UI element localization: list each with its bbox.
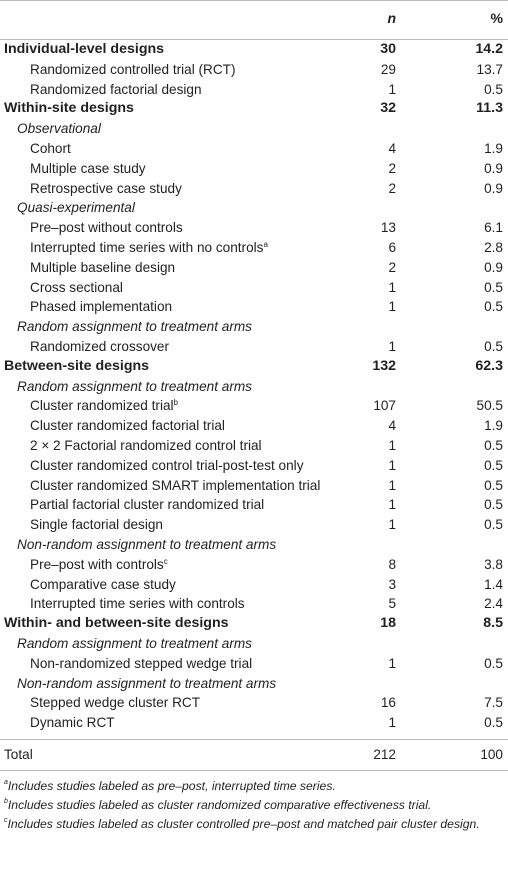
table-row	[0, 416, 508, 436]
row-label-text: Pre–post without controls	[30, 220, 183, 236]
group-subtitle: Observational	[17, 121, 101, 137]
footnote-text: Includes studies labeled as pre–post, interrupted time series.	[7, 778, 336, 793]
table-row	[0, 60, 508, 80]
row-percent: 1.4	[484, 576, 503, 592]
row-percent: 0.5	[484, 655, 503, 671]
row-label	[30, 416, 225, 436]
row-label-text: Single factorial design	[30, 517, 163, 533]
section-row	[0, 99, 508, 119]
table-row	[0, 456, 508, 476]
row-label-text: Cross sectional	[30, 279, 123, 295]
row-label-text: Randomized controlled trial (RCT)	[30, 61, 236, 77]
row-label	[30, 476, 320, 496]
row-label-text: Cluster randomized control trial-post-test only	[30, 457, 304, 473]
table-row	[0, 258, 508, 278]
section-n: 30	[380, 41, 396, 57]
row-label	[30, 436, 262, 456]
row-n: 6	[388, 239, 396, 255]
row-label	[30, 179, 182, 199]
row-percent: 6.1	[484, 220, 503, 236]
row-label-text: Partial factorial cluster randomized trial	[30, 497, 265, 513]
row-percent: 0.5	[484, 81, 503, 97]
row-label-text: Phased implementation	[30, 299, 173, 315]
section-percent: 14.2	[475, 41, 503, 57]
row-n: 29	[380, 61, 396, 77]
group-subtitle-row	[0, 198, 508, 218]
table-row	[0, 80, 508, 100]
section-percent: 8.5	[483, 615, 503, 632]
group-subtitle: Random assignment to treatment arms	[17, 319, 252, 335]
row-percent: 0.5	[484, 517, 503, 533]
section-percent: 62.3	[475, 357, 503, 374]
section-title: Individual-level designs	[4, 41, 165, 57]
row-label-text: Dynamic RCT	[30, 715, 115, 731]
row-n: 1	[388, 279, 396, 295]
row-label-text: 2 × 2 Factorial randomized control trial	[30, 437, 262, 453]
group-subtitle-row	[0, 535, 508, 555]
row-label-text: Interrupted time series with controls	[30, 596, 245, 612]
total-row	[0, 740, 508, 770]
header-n: n	[387, 10, 396, 26]
row-label-text: Cluster randomized factorial trial	[30, 418, 225, 434]
row-percent: 1.9	[484, 140, 503, 156]
row-percent: 0.9	[484, 180, 503, 196]
footnote	[0, 815, 508, 834]
row-label-text: Pre–post with controls	[30, 556, 164, 572]
row-n: 1	[388, 437, 396, 453]
section-percent: 11.3	[476, 100, 503, 117]
table-row	[0, 396, 508, 416]
row-n: 5	[388, 596, 396, 612]
row-label-text: Randomized factorial design	[30, 81, 202, 97]
row-n: 3	[388, 576, 396, 592]
row-label	[30, 238, 268, 258]
table-row	[0, 575, 508, 595]
row-n: 1	[388, 655, 396, 671]
group-subtitle-row	[0, 317, 508, 337]
row-label-text: Randomized crossover	[30, 338, 170, 354]
section-n: 132	[372, 357, 396, 374]
row-label	[30, 297, 172, 317]
row-label-text: Stepped wedge cluster RCT	[30, 695, 201, 711]
section-row	[0, 614, 508, 634]
row-percent: 0.5	[484, 477, 503, 493]
row-label	[30, 693, 200, 713]
row-label	[30, 396, 178, 416]
row-label	[30, 60, 236, 80]
row-percent: 0.5	[484, 497, 503, 513]
row-label	[30, 575, 176, 595]
row-percent: 0.5	[484, 437, 503, 453]
row-n: 1	[388, 81, 396, 97]
row-n: 2	[388, 160, 396, 176]
table-row	[0, 218, 508, 238]
row-n: 4	[388, 140, 396, 156]
row-n: 107	[373, 398, 396, 414]
total-n: 212	[373, 746, 396, 762]
table-header-row	[0, 1, 508, 39]
row-n: 1	[388, 457, 396, 473]
footnote	[0, 796, 508, 815]
row-label	[30, 654, 252, 674]
row-n: 4	[388, 418, 396, 434]
group-subtitle-row	[0, 377, 508, 397]
table-row	[0, 159, 508, 179]
section-n: 32	[380, 100, 396, 117]
total-percent: 100	[480, 746, 503, 762]
row-label	[30, 456, 304, 476]
row-percent: 0.5	[484, 457, 503, 473]
group-subtitle: Random assignment to treatment arms	[17, 635, 252, 651]
table-row	[0, 594, 508, 614]
row-label	[30, 515, 163, 535]
header-percent: %	[490, 10, 503, 26]
row-n: 8	[388, 556, 396, 572]
table-row	[0, 693, 508, 713]
row-percent: 13.7	[476, 61, 503, 77]
footnote-marker: b	[173, 398, 178, 408]
row-n: 2	[388, 180, 396, 196]
footnotes	[0, 771, 508, 834]
row-n: 1	[388, 477, 396, 493]
row-percent: 1.9	[484, 418, 503, 434]
row-label	[30, 258, 175, 278]
row-percent: 0.9	[484, 259, 503, 275]
table-row	[0, 555, 508, 575]
row-label-text: Multiple case study	[30, 160, 146, 176]
row-label	[30, 139, 71, 159]
row-label-text: Interrupted time series with no controls	[30, 239, 264, 255]
table-row	[0, 713, 508, 733]
table-row	[0, 436, 508, 456]
row-percent: 2.4	[484, 596, 503, 612]
group-subtitle: Random assignment to treatment arms	[17, 378, 252, 394]
row-label-text: Non-randomized stepped wedge trial	[30, 655, 253, 671]
row-n: 1	[388, 497, 396, 513]
row-label-text: Cluster randomized SMART implementation trial	[30, 477, 321, 493]
row-n: 1	[388, 715, 396, 731]
group-subtitle-row	[0, 634, 508, 654]
group-subtitle: Quasi-experimental	[17, 200, 135, 216]
footnote	[0, 777, 508, 796]
row-label	[30, 594, 245, 614]
table-row	[0, 515, 508, 535]
table-row	[0, 139, 508, 159]
group-subtitle-row	[0, 119, 508, 139]
row-label	[30, 495, 264, 515]
row-n: 1	[388, 517, 396, 533]
footnote-marker: c	[4, 816, 8, 824]
row-percent: 0.5	[484, 715, 503, 731]
row-label-text: Cohort	[30, 140, 71, 156]
row-label	[30, 555, 168, 575]
footnote-marker: a	[4, 778, 8, 786]
table-row	[0, 297, 508, 317]
row-label	[30, 159, 146, 179]
section-title: Within-site designs	[4, 100, 134, 117]
group-subtitle-row	[0, 674, 508, 694]
table-row	[0, 495, 508, 515]
table-row	[0, 654, 508, 674]
footnote-text: Includes studies labeled as cluster randomized comparative effectiveness trial.	[7, 797, 432, 812]
row-percent: 2.8	[484, 239, 503, 255]
section-title: Between-site designs	[4, 357, 150, 374]
group-subtitle: Non-random assignment to treatment arms	[17, 675, 277, 691]
footnote-marker: a	[263, 239, 268, 249]
row-label	[30, 713, 115, 733]
row-label-text: Cluster randomized trial	[30, 398, 174, 414]
footnote-marker: b	[4, 797, 8, 805]
row-label	[30, 218, 183, 238]
table-row	[0, 476, 508, 496]
table-row	[0, 179, 508, 199]
footnote-marker: c	[163, 556, 168, 566]
table-row	[0, 337, 508, 357]
table-row	[0, 278, 508, 298]
row-n: 2	[388, 259, 396, 275]
total-label: Total	[4, 746, 33, 762]
group-subtitle: Non-random assignment to treatment arms	[17, 536, 277, 552]
row-percent: 50.5	[476, 398, 503, 414]
row-percent: 0.5	[484, 299, 503, 315]
row-percent: 0.5	[484, 279, 503, 295]
row-percent: 0.9	[484, 160, 503, 176]
section-title: Within- and between-site designs	[4, 615, 229, 632]
footnote-text: Includes studies labeled as cluster controlled pre–post and matched pair cluster design.	[7, 816, 480, 831]
row-label-text: Retrospective case study	[30, 180, 182, 196]
row-n: 1	[388, 338, 396, 354]
table-body	[0, 40, 508, 733]
section-row	[0, 40, 508, 60]
row-percent: 0.5	[484, 338, 503, 354]
row-label-text: Comparative case study	[30, 576, 176, 592]
row-label	[30, 80, 202, 100]
row-label	[30, 278, 123, 298]
row-n: 13	[380, 220, 396, 236]
row-percent: 7.5	[484, 695, 503, 711]
row-n: 16	[380, 695, 396, 711]
row-label-text: Multiple baseline design	[30, 259, 176, 275]
section-n: 18	[380, 615, 396, 632]
row-label	[30, 337, 169, 357]
row-percent: 3.8	[484, 556, 503, 572]
section-row	[0, 357, 508, 377]
row-n: 1	[388, 299, 396, 315]
table-row	[0, 238, 508, 258]
